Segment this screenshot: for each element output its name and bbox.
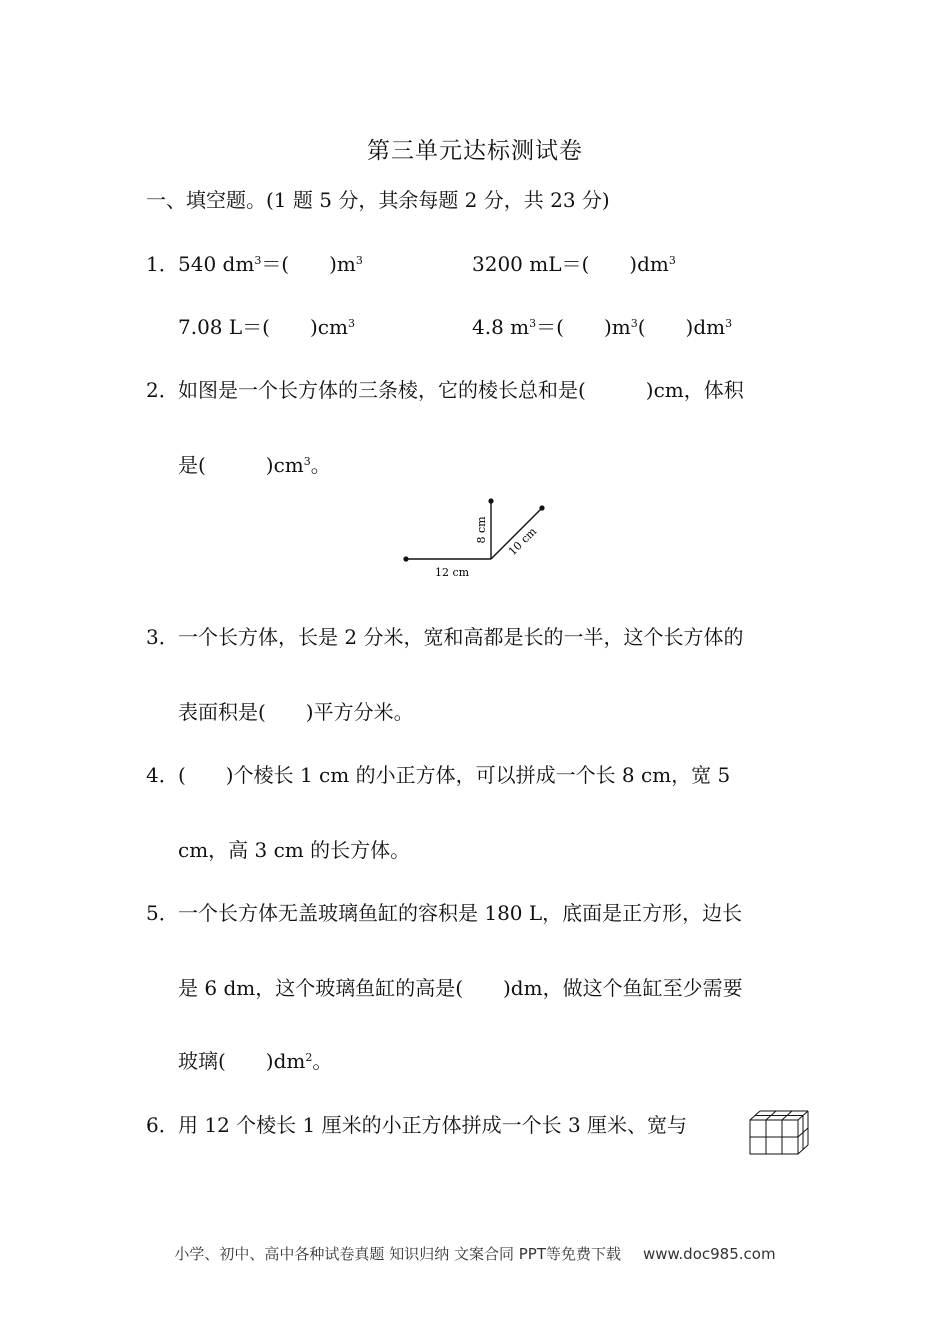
question-3-line-2: 表面积是( )平方分米。 xyxy=(178,700,414,724)
page-footer xyxy=(0,1243,950,1264)
question-1-number: 1． xyxy=(146,252,179,276)
question-5-number: 5． xyxy=(146,901,179,925)
footer-url-link[interactable]: www.doc985.com xyxy=(642,1245,776,1263)
question-6-line-1: 用 12 个棱长 1 厘米的小正方体拼成一个长 3 厘米、宽与 xyxy=(178,1113,688,1137)
question-3-line-1: 一个长方体，长是 2 分米，宽和高都是长的一半，这个长方体的 xyxy=(178,625,744,649)
page-title: 第三单元达标测试卷 xyxy=(367,138,583,164)
question-4-line-2: cm，高 3 cm 的长方体。 xyxy=(178,838,411,862)
question-2-line-2: 是( )$cm^3$。 xyxy=(178,453,331,477)
question-1-item-b: 3200 mL＝( )$dm^3$ xyxy=(472,252,676,276)
question-2-number: 2． xyxy=(146,378,179,402)
cuboid-edges-figure xyxy=(395,492,555,584)
length-endpoint xyxy=(403,556,408,561)
width-endpoint xyxy=(539,505,544,510)
question-4-line-1: ( )个棱长 1 cm 的小正方体，可以拼成一个长 8 cm，宽 5 xyxy=(178,763,731,787)
question-3-number: 3． xyxy=(146,625,179,649)
question-5-line-2: 是 6 dm，这个玻璃鱼缸的高是( )dm，做这个鱼缸至少需要 xyxy=(178,976,743,1000)
length-label: 12 cm xyxy=(434,566,470,579)
cube-stack-figure xyxy=(746,1108,810,1158)
question-5-line-3: 玻璃( )$dm^2$。 xyxy=(178,1049,333,1073)
question-6-number: 6． xyxy=(146,1113,179,1137)
height-label: 8 cm xyxy=(475,516,488,544)
question-1-item-d: 4.8 $m^3=$( )$m^3$( )$dm^3$ xyxy=(472,315,733,339)
section-heading: 一、填空题。(1 题 5 分，其余每题 2 分，共 23 分) xyxy=(146,188,610,212)
question-1-item-a: 540 $dm^3=$( )$m^3$ xyxy=(178,252,363,276)
footer-text: 小学、初中、高中各种试卷真题 知识归纳 文案合同 PPT等免费下载 xyxy=(174,1245,621,1263)
question-2-line-1: 如图是一个长方体的三条棱，它的棱长总和是( )cm，体积 xyxy=(178,378,744,402)
question-1-item-c: 7.08 L＝( )$cm^3$ xyxy=(178,315,355,339)
width-label: 10 cm xyxy=(505,524,540,559)
question-4-number: 4． xyxy=(146,763,179,787)
question-5-line-1: 一个长方体无盖玻璃鱼缸的容积是 180 L，底面是正方形，边长 xyxy=(178,901,743,925)
height-endpoint xyxy=(488,498,493,503)
